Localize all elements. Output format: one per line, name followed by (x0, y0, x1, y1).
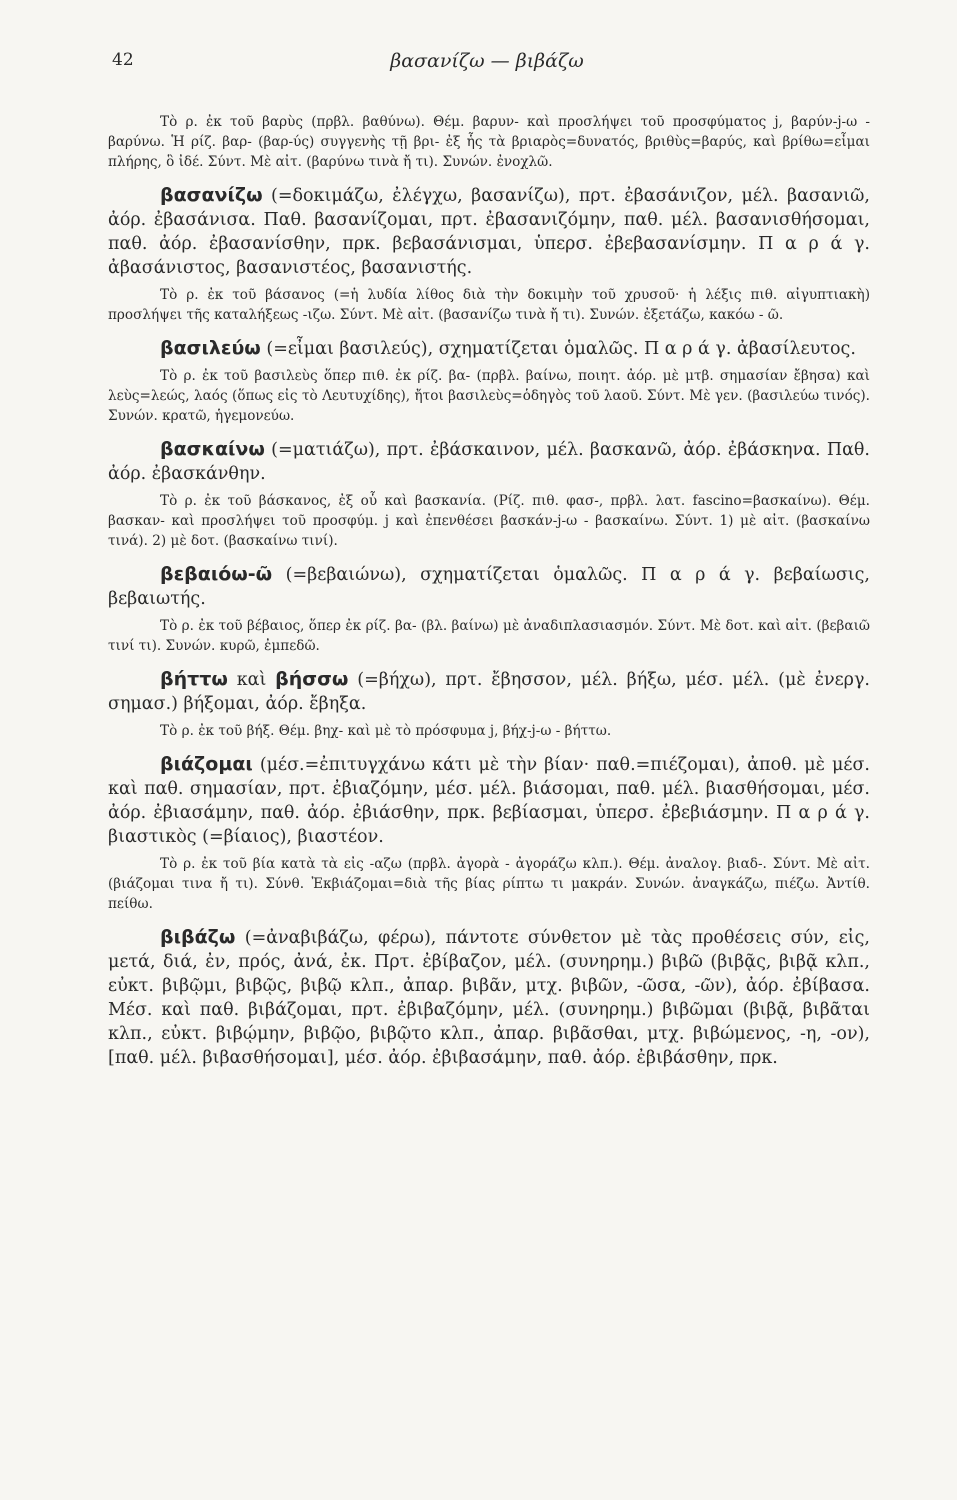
entry-baskaino (108, 437, 870, 486)
entry-bitto (108, 667, 870, 716)
etymology-note: Τὸ ρ. ἐκ τοῦ βασιλεὺς ὅπερ πιθ. ἐκ ρίζ. βα- (πρβλ. βαίνω, ποιητ. ἀόρ. μὲ μτβ. σημασίαν ἔβησα) καὶ λεὺς=λεώς, λαός (ὅπως εἰς τὸ Λευτυχίδης), ἤτοι βασιλεὺς=ὁδηγὸς τοῦ λαοῦ. Σύντ. Μὲ γεν. (βασιλεύω τινός). Συνών. κρατῶ, ἡγεμονεύω. (108, 368, 870, 424)
page-header (112, 50, 862, 80)
headword: βιβάζω (160, 926, 236, 948)
entry-text: (=εἶμαι βασιλεύς), σχηματίζεται ὁμαλῶς. Π α ρ ά γ. ἀβασίλευτος. (260, 339, 856, 359)
headword: βασκαίνω (160, 438, 265, 460)
page-number: 42 (112, 50, 134, 70)
entry-bibazo (108, 925, 870, 1070)
headword-connector: καὶ (227, 670, 276, 690)
entry-basileuo (108, 336, 870, 361)
headword: βήττω (160, 668, 228, 690)
running-title: βασανίζω — βιβάζω (390, 50, 584, 72)
headword: βασιλεύω (160, 337, 261, 359)
etymology-note: Τὸ ρ. ἐκ τοῦ βάσανος (=ἡ λυδία λίθος διὰ τὴν δοκιμὴν τοῦ χρυσοῦ· ἡ λέξις πιθ. αἰγυπτιακὴ) προσλήψει τῆς καταλήξεως -ιζω. Σύντ. Μὲ αἰτ. (βασανίζω τινὰ ἤ τι). Συνών. ἐξετάζω, κακόω - ῶ. (108, 287, 870, 323)
entry-text: (=βήχω), πρτ. ἔβησσον, μέλ. βήξω, μέσ. μέλ. (μὲ ἐνεργ. σημασ.) βήξομαι, ἀόρ. ἔβηξα. (108, 670, 870, 714)
entry-text: (=βεβαιώνω), σχηματίζεται ὁμαλῶς. Π α ρ ά γ. βεβαίωσις, βεβαιωτής. (108, 565, 870, 609)
headword: βασανίζω (160, 184, 263, 206)
entry-text: (=ματιάζω), πρτ. ἐβάσκαινον, μέλ. βασκανῶ, ἀόρ. ἐβάσκηνα. Παθ. ἀόρ. ἐβασκάνθην. (108, 440, 870, 484)
etymology-note: Τὸ ρ. ἐκ τοῦ βήξ. Θέμ. βηχ- καὶ μὲ τὸ πρόσφυμα j, βήχ-j-ω - βήττω. (160, 723, 612, 739)
entry-bebaioo (108, 562, 870, 611)
headword: βιάζομαι (160, 753, 253, 775)
etymology-note: Τὸ ρ. ἐκ τοῦ βέβαιος, ὅπερ ἐκ ρίζ. βα- (βλ. βαίνω) μὲ ἀναδιπλασιασμόν. Σύντ. Μὲ δοτ. καὶ αἰτ. (βεβαιῶ τινί τι). Συνών. κυρῶ, ἐμπεδῶ. (108, 618, 870, 654)
etymology-note: Τὸ ρ. ἐκ τοῦ βία κατὰ τὰ εἰς -αζω (πρβλ. ἀγορὰ - ἀγοράζω κλπ.). Θέμ. ἀναλογ. βιαδ-. Σύντ. Μὲ αἰτ. (βιάζομαι τινα ἤ τι). Σύνθ. Ἐκβιάζομαι=διὰ τῆς βίας ρίπτω τι μακράν. Συνών. ἀναγκάζω, πιέζω. Ἀντίθ. πείθω. (108, 856, 870, 912)
page-body (108, 112, 870, 1070)
entry-text: (μέσ.=ἐπιτυγχάνω κάτι μὲ τὴν βίαν· παθ.=πιέζομαι), ἀποθ. μὲ μέσ. καὶ παθ. σημασίαν, πρτ. ἐβιαζόμην, μέσ. μέλ. βιάσομαι, παθ. μέλ. βιασθήσομαι, μέσ. ἀόρ. ἐβιασάμην, παθ. ἀόρ. ἐβιάσθην, πρκ. βεβίασμαι, ὑπερσ. ἐβεβιάσμην. Π α ρ ά γ. βιαστικὸς (=βίαιος), βιαστέον. (108, 755, 870, 847)
entry-text: (=δοκιμάζω, ἐλέγχω, βασανίζω), πρτ. ἐβασάνιζον, μέλ. βασανιῶ, ἀόρ. ἐβασάνισα. Παθ. βασανίζομαι, πρτ. ἐβασανιζόμην, παθ. μέλ. βασανισθήσομαι, παθ. ἀόρ. ἐβασανίσθην, πρκ. βεβασάνισμαι, ὑπερσ. ἐβεβασανίσμην. Π α ρ ά γ. ἀβασάνιστος, βασανιστέος, βασανιστής. (108, 186, 870, 278)
entry-text: (=ἀναβιβάζω, φέρω), πάντοτε σύνθετον μὲ τὰς προθέσεις σύν, εἰς, μετά, διά, ἐν, πρός, ἀνά, ἐκ. Πρτ. ἐβίβαζον, μέλ. (συνηρημ.) βιβῶ (βιβᾷς, βιβᾷ κλπ., εὐκτ. βιβῷμι, βιβῷς, βιβῷ κλπ., ἀπαρ. βιβᾶν, μτχ. βιβῶν, -ῶσα, -ῶν), ἀόρ. ἐβίβασα. Μέσ. καὶ παθ. βιβάζομαι, πρτ. ἐβιβαζόμην, μέλ. (συνηρημ.) βιβῶμαι (βιβᾷ, βιβᾶται κλπ., εὐκτ. βιβῴμην, βιβῷο, βιβῷτο κλπ., ἀπαρ. βιβᾶσθαι, μτχ. βιβώμενος, -η, -ον), [παθ. μέλ. βιβασθήσομαι], μέσ. ἀόρ. ἐβιβασάμην, παθ. ἀόρ. ἐβιβάσθην, πρκ. (108, 928, 870, 1068)
etymology-note: Τὸ ρ. ἐκ τοῦ βαρὺς (πρβλ. βαθύνω). Θέμ. βαρυν- καὶ προσλήψει τοῦ προσφύματος j, βαρύν-j-ω - βαρύνω. Ἡ ρίζ. βαρ- (βαρ-ύς) συγγενὴς τῇ βρι- ἐξ ἧς τὰ βριαρὸς=δυνατός, βριθὺς=βαρύς, καὶ βρίθω=εἶμαι πλήρης, ὃ ἰδέ. Σύντ. Μὲ αἰτ. (βαρύνω τινὰ ἤ τι). Συνών. ἐνοχλῶ. (108, 114, 870, 170)
entry-biazomai (108, 752, 870, 849)
headword: βεβαιόω-ῶ (160, 563, 273, 585)
etymology-note: Τὸ ρ. ἐκ τοῦ βάσκανος, ἐξ οὗ καὶ βασκανία. (Ρίζ. πιθ. φασ-, πρβλ. λατ. fascino=βασκαίνω). Θέμ. βασκαν- καὶ προσλήψει τοῦ προσφύμ. j καὶ ἐπενθέσει βασκάν-j-ω - βασκαίνω. Σύντ. 1) μὲ αἰτ. (βασκαίνω τινά). 2) μὲ δοτ. (βασκαίνω τινί). (108, 493, 870, 549)
headword-variant: βήσσω (275, 668, 349, 690)
entry-basanizo (108, 183, 870, 280)
